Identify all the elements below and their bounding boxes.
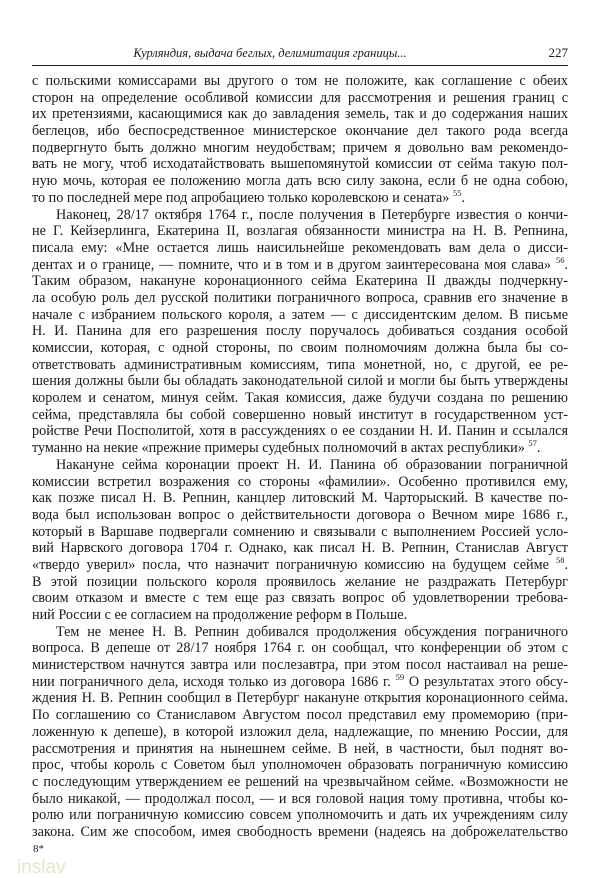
line-text-after: . bbox=[564, 256, 568, 273]
line-text: как позже писал Н. В. Репнин, канцлер литовский М. Чарторыский. В качестве по- bbox=[32, 490, 568, 507]
text-line bbox=[32, 807, 568, 824]
text-line bbox=[32, 540, 568, 557]
line-text: ную мочь, которая ее положению могла дать всю силу закона, если б не одна собою, bbox=[32, 173, 568, 190]
line-text: с последующим утверждением ее решений на чрезвычайном сейме. «Возможности не bbox=[32, 773, 568, 790]
line-text: своим отказом и вместе с тем еще раз связать вопрос об удовлетворении требова- bbox=[32, 590, 568, 607]
header-rule bbox=[32, 65, 568, 66]
line-text: было никакой, — продолжал посол, — и вся головой нация тому противна, чтобы ко- bbox=[32, 790, 568, 807]
line-text: ролю или пограничную комиссию совсем уполномочить и дать их учреждениям силу bbox=[32, 807, 568, 824]
line-text: рассмотрения и принятия на нынешнем сейме. В ней, в частности, был поднят во- bbox=[32, 740, 568, 757]
line-text: сторон на определение особливой комиссии для рассмотрения и решения границ с bbox=[32, 89, 568, 106]
text-line bbox=[32, 190, 568, 207]
line-text: ложенную к депеше), в которой изложил дела, надлежащие, по мнению России, для bbox=[32, 723, 568, 740]
text-line bbox=[32, 123, 568, 140]
line-text: По соглашению со Станиславом Августом посол представил ему промеморию (при- bbox=[32, 707, 568, 724]
text-line bbox=[32, 524, 568, 541]
running-header bbox=[32, 42, 568, 64]
line-text: вода был использован вопрос о действительности договора о Вечном мире 1686 г., bbox=[32, 506, 568, 523]
line-text: то по последней мере под апробациею только королевскою и сената» bbox=[32, 189, 453, 206]
line-text-after: . bbox=[564, 556, 568, 573]
text-line bbox=[32, 423, 568, 440]
line-text: не Г. Кейзерлинга, Екатерина II, возлагая обязанности министра на Н. В. Репнина, bbox=[32, 223, 568, 240]
text-line bbox=[32, 757, 568, 774]
text-line bbox=[32, 774, 568, 791]
line-text: Наконец, 28/17 октября 1764 г., после получения в Петербурге известия о кончи- bbox=[56, 206, 568, 223]
text-line bbox=[32, 507, 568, 524]
line-text: «твердо уверил» посла, что назначит пограничную комиссию на будущем сейме bbox=[32, 556, 556, 573]
line-text: с польскими комиссарами вы другого о том не положите, как соглашение с обеих bbox=[32, 73, 568, 89]
line-text: Тем не менее Н. В. Репнин добивался продолжения обсуждения пограничного bbox=[56, 623, 568, 640]
line-text: комиссии, которая, с одной стороны, по своим полномочиям должна была бы со- bbox=[32, 340, 568, 356]
line-text: ний России с ее согласием на продолжение реформ в Польше. bbox=[32, 607, 408, 623]
line-text: нии пограничного дела, исходя только из договора 1686 г. bbox=[32, 673, 396, 690]
text-line bbox=[32, 90, 568, 107]
text-line bbox=[32, 106, 568, 123]
footnote-ref[interactable]: 56 bbox=[555, 256, 565, 265]
line-text: Н. И. Панина для его разрешения послу поручалось добиваться создания особой bbox=[32, 323, 568, 340]
text-line bbox=[32, 373, 568, 390]
line-text: беглецов, ибо беспосредственное министерское окончание дел такого рода всегда bbox=[32, 123, 568, 140]
text-line bbox=[32, 690, 568, 707]
text-line bbox=[32, 357, 568, 374]
text-line bbox=[32, 273, 568, 290]
text-line bbox=[32, 407, 568, 424]
line-text: комиссии встретил возражения со стороны «фамилии». Особенно противился ему, bbox=[32, 473, 568, 490]
text-line bbox=[32, 307, 568, 324]
text-line bbox=[32, 791, 568, 808]
text-line bbox=[32, 474, 568, 491]
text-line bbox=[32, 741, 568, 758]
line-text: королем и сенатом, минуя сейм. Такая комиссия, даже будучи создана по решению bbox=[32, 390, 568, 407]
line-text-after: О результатах этого обсу- bbox=[404, 673, 568, 690]
text-line bbox=[32, 640, 568, 657]
text-line bbox=[32, 657, 568, 674]
line-text: подвергнуто быть должно многим неудобствам; причем я довольно вам рекомендо- bbox=[32, 139, 568, 156]
line-text: вий Нарвского договора 1704 г. Однако, как писал Н. В. Репнин, Станислав Август bbox=[32, 540, 568, 557]
line-text: ответствовать административным комиссиям, типа монетной, но, с другой, ее ре- bbox=[32, 356, 568, 373]
line-text: министерством начнутся завтра или послезавтра, при этом посол настаивал на реше- bbox=[32, 657, 568, 674]
line-text: Накануне сейма коронации проект Н. И. Панина об образовании пограничной bbox=[56, 456, 568, 473]
text-line bbox=[32, 340, 568, 357]
line-text: Таким образом, накануне коронационного сейма Екатерина II дважды подчеркну- bbox=[32, 273, 568, 290]
text-line bbox=[32, 223, 568, 240]
line-text: туманно на некие «прежние примеры судебных полномочий в актах республики» bbox=[32, 440, 529, 457]
line-text: В этой позиции польского короля проявилось желание не раздражать Петербург bbox=[32, 573, 568, 590]
text-line bbox=[32, 73, 568, 90]
line-text-after: . bbox=[461, 189, 465, 206]
text-line bbox=[32, 557, 568, 574]
text-line bbox=[32, 156, 568, 173]
line-text: ройстве Речи Посполитой, хотя в рассуждениях о ее создании Н. И. Панин и ссылался bbox=[32, 423, 568, 440]
body-text bbox=[32, 73, 568, 841]
footnote-ref[interactable]: 55 bbox=[452, 189, 462, 198]
line-text-after: . bbox=[536, 440, 541, 457]
text-line bbox=[32, 323, 568, 340]
page-number: 227 bbox=[548, 45, 568, 60]
line-text: начале с избранием польского короля, а затем — с диссидентским делом. В письме bbox=[32, 306, 568, 323]
line-text: ла особую роль дел русской политики пограничного вопроса, сравнив его значение в bbox=[32, 289, 568, 306]
footnote-ref[interactable]: 58 bbox=[555, 556, 565, 565]
text-line bbox=[32, 724, 568, 741]
text-line bbox=[32, 173, 568, 190]
line-text: вать не могу, чтоб исходатайствовать вышепомянутой комиссии от сейма такую пол- bbox=[32, 156, 568, 173]
running-title: Курляндия, выдача беглых, делимитация границы... bbox=[133, 46, 407, 60]
text-line bbox=[32, 390, 568, 407]
text-line bbox=[32, 824, 568, 841]
line-text: вопроса. В депеше от 28/17 ноября 1764 г. он сообщал, что конференции об этом с bbox=[32, 640, 568, 657]
text-line bbox=[32, 290, 568, 307]
line-text: дентах и о границе, — помните, что и в том и в другом заинтересована моя слава» bbox=[32, 256, 556, 273]
watermark: inslav bbox=[17, 857, 66, 878]
text-line bbox=[32, 607, 568, 624]
footnote-ref[interactable]: 59 bbox=[395, 673, 405, 682]
line-text: шения должны были бы обладать законодательной силой и могли бы быть утверждены bbox=[32, 373, 568, 390]
text-line bbox=[32, 140, 568, 157]
text-line bbox=[32, 624, 568, 641]
text-line bbox=[32, 207, 568, 224]
line-text: который в Варшаве подвергали сомнению и связывали с выполнением Россией усло- bbox=[32, 523, 568, 540]
text-line bbox=[32, 707, 568, 724]
text-line bbox=[32, 457, 568, 474]
line-text: прос, чтобы король с Советом был уполномочен образовать пограничную комиссию bbox=[32, 757, 568, 774]
text-line bbox=[32, 574, 568, 591]
text-line bbox=[32, 440, 568, 457]
text-line bbox=[32, 240, 568, 257]
text-line bbox=[32, 490, 568, 507]
line-text: ждения Н. В. Репнин сообщил в Петербург накануне открытия коронационного сейма. bbox=[32, 690, 568, 707]
line-text: писала ему: «Мне остается лишь наисильнейше рекомендовать вам дела о дисси- bbox=[32, 239, 568, 256]
text-line bbox=[32, 590, 568, 607]
line-text: сейма, представляла бы собой совершенно новый институт в государственном уст- bbox=[32, 406, 568, 423]
line-text: их претензиями, касающимися как до завладения земель, так и до содержания наших bbox=[32, 106, 568, 123]
text-line bbox=[32, 257, 568, 274]
signature-mark: 8* bbox=[33, 843, 44, 855]
line-text: закона. Сим же способом, имея свободность времени (надеясь на доброжелательство bbox=[32, 823, 568, 840]
text-line bbox=[32, 674, 568, 691]
footnote-ref[interactable]: 57 bbox=[528, 440, 537, 449]
